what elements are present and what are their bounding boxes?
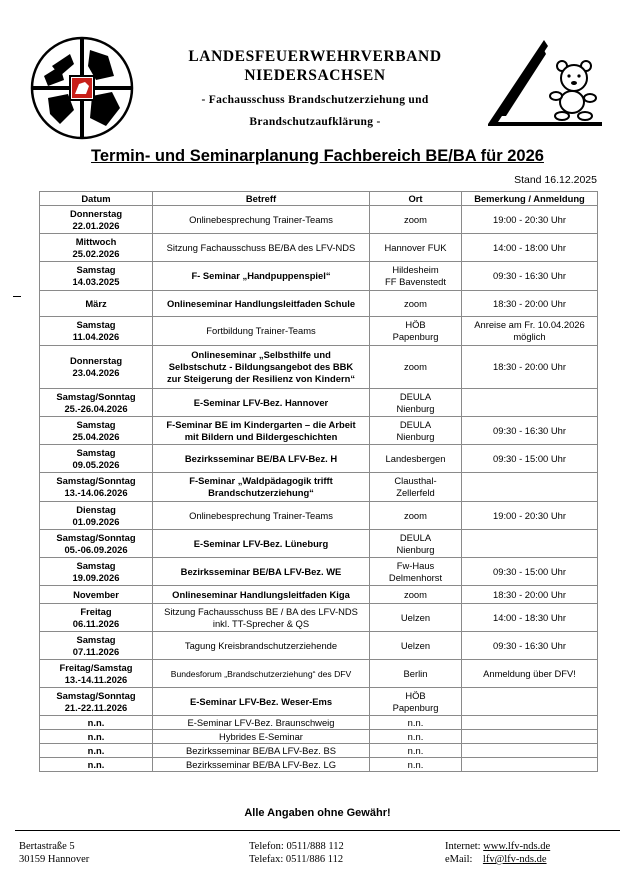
location-cell: Hildesheim FF Bavenstedt [370,262,462,291]
subject-cell: E-Seminar LFV-Bez. Braunschweig [153,716,370,730]
remark-cell [462,530,598,558]
column-header-date: Datum [40,192,153,206]
subject-cell: Onlinebesprechung Trainer-Teams [153,502,370,530]
location-cell: zoom [370,206,462,234]
date-cell: n.n. [40,716,153,730]
table-row [40,346,598,389]
remark-cell: 14:00 - 18:30 Uhr [462,604,598,632]
date-cell: Samstag/Sonntag 25.-26.04.2026 [40,389,153,417]
date-cell: Samstag/Sonntag 21.-22.11.2026 [40,688,153,716]
remark-cell: 09:30 - 16:30 Uhr [462,417,598,445]
table-row [40,730,598,744]
org-subtitle-line2: Brandschutzaufklärung - [249,116,381,128]
location-cell: Clausthal- Zellerfeld [370,473,462,502]
date-cell: Samstag 19.09.2026 [40,558,153,586]
org-name-line2: NIEDERSACHSEN [244,67,386,84]
footer-phone: Telefon: 0511/888 112 [249,841,344,852]
remark-cell [462,389,598,417]
remark-cell: 18:30 - 20:00 Uhr [462,586,598,604]
subject-cell: Bundesforum „Brandschutzerziehung“ des DFV [153,660,370,688]
remark-cell: 09:30 - 16:30 Uhr [462,632,598,660]
subject-cell: Bezirksseminar BE/BA LFV-Bez. WE [153,558,370,586]
date-cell: Samstag 25.04.2026 [40,417,153,445]
table-row [40,206,598,234]
subject-cell: Hybrides E-Seminar [153,730,370,744]
date-cell: n.n. [40,744,153,758]
date-cell: Samstag 14.03.2025 [40,262,153,291]
date-cell: Samstag/Sonntag 13.-14.06.2026 [40,473,153,502]
footer-address [19,840,89,866]
table-row [40,558,598,586]
date-cell: Dienstag 01.09.2026 [40,502,153,530]
table-row [40,604,598,632]
date-cell: Samstag 07.11.2026 [40,632,153,660]
subject-cell: Onlineseminar „Selbsthilfe und Selbstschutz - Bildungsangebot des BBK zur Steigerung der Resilienz von Kindern“ [153,346,370,389]
page-title: Termin- und Seminarplanung Fachbereich BE/BA für 2026 [91,147,544,165]
table-row [40,389,598,417]
table-row [40,660,598,688]
date-cell: Freitag 06.11.2026 [40,604,153,632]
date-cell: n.n. [40,758,153,772]
subject-cell: F-Seminar „Waldpädagogik trifft Brandschutzerziehung“ [153,473,370,502]
remark-cell: 18:30 - 20:00 Uhr [462,291,598,317]
table-row [40,744,598,758]
location-cell: DEULA Nienburg [370,417,462,445]
remark-cell [462,744,598,758]
date-cell: November [40,586,153,604]
subject-cell: Sitzung Fachausschuss BE/BA des LFV-NDS [153,234,370,262]
location-cell: n.n. [370,744,462,758]
footer-internet-label: Internet: [445,841,481,852]
table-row [40,317,598,346]
table-row [40,417,598,445]
date-cell: Samstag/Sonntag 05.-06.09.2026 [40,530,153,558]
location-cell: HÖB Papenburg [370,688,462,716]
date-cell: Freitag/Samstag 13.-14.11.2026 [40,660,153,688]
column-header-remark: Bemerkung / Anmeldung [462,192,598,206]
footer-email-label: eMail: [445,854,473,865]
table-row [40,473,598,502]
remark-cell: 19:00 - 20:30 Uhr [462,502,598,530]
schedule-table [39,191,598,772]
table-header-row [40,192,598,206]
table-row [40,758,598,772]
disclaimer: Alle Angaben ohne Gewähr! [244,807,391,819]
location-cell: zoom [370,346,462,389]
footer-divider [15,830,620,831]
remark-cell: 09:30 - 15:00 Uhr [462,445,598,473]
column-header-subject: Betreff [153,192,370,206]
margin-mark [13,296,21,297]
location-cell: DEULA Nienburg [370,389,462,417]
subject-cell: Bezirksseminar BE/BA LFV-Bez. BS [153,744,370,758]
table-row [40,502,598,530]
date-cell: n.n. [40,730,153,744]
location-cell: Landesbergen [370,445,462,473]
subject-cell: E-Seminar LFV-Bez. Weser-Ems [153,688,370,716]
table-row [40,262,598,291]
location-cell: Fw-Haus Delmenhorst [370,558,462,586]
date-cell: Donnerstag 23.04.2026 [40,346,153,389]
subject-cell: Fortbildung Trainer-Teams [153,317,370,346]
location-cell: n.n. [370,730,462,744]
date-cell: Samstag 09.05.2026 [40,445,153,473]
org-name-line1: LANDESFEUERWEHRVERBAND [188,48,442,65]
footer-street: Bertastraße 5 [19,841,75,852]
subject-cell: E-Seminar LFV-Bez. Lüneburg [153,530,370,558]
status-date: Stand 16.12.2025 [514,174,597,186]
table-row [40,291,598,317]
website-link[interactable]: www.lfv-nds.de [483,841,551,852]
date-cell: März [40,291,153,317]
table-row [40,530,598,558]
date-cell: Donnerstag 22.01.2026 [40,206,153,234]
remark-cell: Anmeldung über DFV! [462,660,598,688]
footer-city: 30159 Hannover [19,854,90,865]
remark-cell: 09:30 - 15:00 Uhr [462,558,598,586]
remark-cell [462,688,598,716]
location-cell: DEULA Nienburg [370,530,462,558]
remark-cell: 14:00 - 18:00 Uhr [462,234,598,262]
table-row [40,632,598,660]
remark-cell [462,473,598,502]
subject-cell: F- Seminar „Handpuppenspiel“ [153,262,370,291]
remark-cell: 19:00 - 20:30 Uhr [462,206,598,234]
footer-fax: Telefax: 0511/886 112 [249,854,344,865]
footer-phone-block [249,840,344,866]
table-row [40,234,598,262]
org-subtitle-line1: - Fachausschuss Brandschutzerziehung und [201,94,429,106]
location-cell: n.n. [370,716,462,730]
subject-cell: Bezirksseminar BE/BA LFV-Bez. LG [153,758,370,772]
location-cell: Berlin [370,660,462,688]
subject-cell: Sitzung Fachausschuss BE / BA des LFV-NDS inkl. TT-Sprecher & QS [153,604,370,632]
email-link[interactable]: lfv@lfv-nds.de [482,854,547,865]
date-cell: Mittwoch 25.02.2026 [40,234,153,262]
location-cell: Uelzen [370,604,462,632]
location-cell: zoom [370,502,462,530]
subject-cell: F-Seminar BE im Kindergarten – die Arbeit mit Bildern und Bildergeschichten [153,417,370,445]
location-cell: zoom [370,291,462,317]
column-header-location: Ort [370,192,462,206]
lfv-emblem-logo [30,36,134,140]
location-cell: Hannover FUK [370,234,462,262]
remark-cell [462,730,598,744]
remark-cell [462,716,598,730]
table-row [40,586,598,604]
subject-cell: Bezirksseminar BE/BA LFV-Bez. H [153,445,370,473]
subject-cell: Onlineseminar Handlungsleitfaden Schule [153,291,370,317]
subject-cell: E-Seminar LFV-Bez. Hannover [153,389,370,417]
subject-cell: Onlineseminar Handlungsleitfaden Kiga [153,586,370,604]
footer-contact-block [445,840,550,866]
table-row [40,688,598,716]
date-cell: Samstag 11.04.2026 [40,317,153,346]
remark-cell: Anreise am Fr. 10.04.2026 möglich [462,317,598,346]
table-row [40,445,598,473]
remark-cell: 18:30 - 20:00 Uhr [462,346,598,389]
subject-cell: Tagung Kreisbrandschutzerziehende [153,632,370,660]
teddy-bear-triangle-logo [486,36,604,128]
location-cell: HÖB Papenburg [370,317,462,346]
location-cell: Uelzen [370,632,462,660]
table-row [40,716,598,730]
location-cell: zoom [370,586,462,604]
remark-cell [462,758,598,772]
location-cell: n.n. [370,758,462,772]
remark-cell: 09:30 - 16:30 Uhr [462,262,598,291]
subject-cell: Onlinebesprechung Trainer-Teams [153,206,370,234]
